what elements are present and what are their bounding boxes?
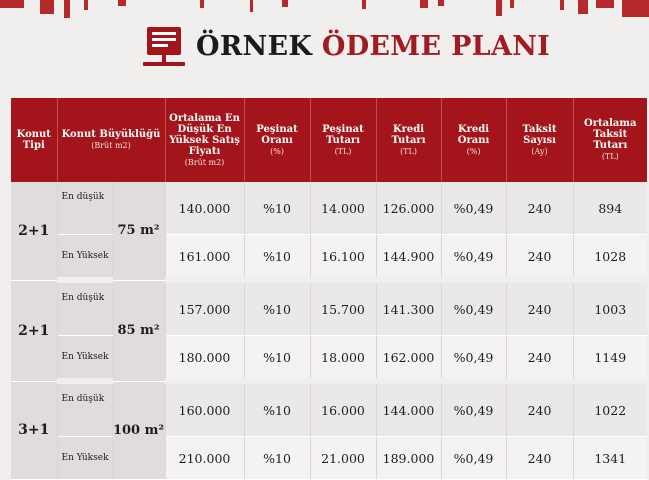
cell-taksit-sayisi: 240 [506,235,573,281]
cell-kredi-tutari: 162.000 [376,336,441,382]
cell-taksit-tutari: 1003 [573,280,647,336]
table-row [11,235,647,281]
cell-row-label: En Yüksek [57,437,112,480]
cell-taksit-sayisi: 240 [506,336,573,382]
header-konut-tipi: Konut Tipi [11,98,57,182]
cell-taksit-sayisi: 240 [506,437,573,480]
cell-pesinat-tutari: 16.000 [310,381,376,437]
cell-satis-fiyati: 157.000 [165,280,244,336]
cell-konut-tipi: 2+1 [11,182,57,280]
header-pesinat-orani: Peşinat Oranı (%) [244,98,310,182]
cell-taksit-tutari: 894 [573,182,647,235]
cell-kredi-orani: %0,49 [441,235,506,281]
cell-row-label: En düşük [57,182,112,235]
cell-pesinat-orani: %10 [244,437,310,480]
cell-kredi-tutari: 141.300 [376,280,441,336]
cell-satis-fiyati: 161.000 [165,235,244,281]
page-title [196,30,550,64]
table-header-row [11,98,647,182]
header-kredi-tutari: Kredi Tutarı (TL) [376,98,441,182]
table-row [11,336,647,382]
cell-konut-buyuklugu: 75 m² [112,182,165,280]
cell-taksit-sayisi: 240 [506,182,573,235]
cell-pesinat-orani: %10 [244,182,310,235]
skyline-decoration [0,0,649,20]
cell-kredi-tutari: 144.000 [376,381,441,437]
cell-satis-fiyati: 160.000 [165,381,244,437]
cell-kredi-orani: %0,49 [441,381,506,437]
payment-plan-table [11,98,647,480]
cell-taksit-tutari: 1341 [573,437,647,480]
cell-pesinat-tutari: 15.700 [310,280,376,336]
cell-pesinat-orani: %10 [244,381,310,437]
cell-row-label: En düşük [57,280,112,336]
header-kredi-orani: Kredi Oranı (%) [441,98,506,182]
cell-konut-buyuklugu: 100 m² [112,381,165,480]
header-satis-fiyati: Ortalama En Düşük En Yüksek Satış Fiyatı (Brüt m2) [165,98,244,182]
cell-konut-buyuklugu: 85 m² [112,280,165,381]
title-part-2: ÖDEME PLANI [321,31,551,62]
cell-satis-fiyati: 210.000 [165,437,244,480]
cell-taksit-tutari: 1149 [573,336,647,382]
table-row [11,280,647,336]
cell-taksit-sayisi: 240 [506,280,573,336]
header-taksit-tutari: Ortalama Taksit Tutarı (TL) [573,98,647,182]
table-row [11,381,647,437]
cell-kredi-tutari: 144.900 [376,235,441,281]
cell-pesinat-tutari: 18.000 [310,336,376,382]
cell-pesinat-orani: %10 [244,336,310,382]
title-part-1: ÖRNEK [196,31,313,62]
cell-konut-tipi: 2+1 [11,280,57,381]
cell-taksit-tutari: 1028 [573,235,647,281]
cell-konut-tipi: 3+1 [11,381,57,480]
cell-pesinat-tutari: 16.100 [310,235,376,281]
header-taksit-sayisi: Taksit Sayısı (Ay) [506,98,573,182]
cell-taksit-tutari: 1022 [573,381,647,437]
cell-pesinat-orani: %10 [244,280,310,336]
cell-kredi-tutari: 126.000 [376,182,441,235]
cell-kredi-orani: %0,49 [441,280,506,336]
table-row [11,182,647,235]
table-row [11,437,647,480]
cell-row-label: En düşük [57,381,112,437]
cell-satis-fiyati: 140.000 [165,182,244,235]
cell-row-label: En Yüksek [57,336,112,382]
cell-pesinat-tutari: 21.000 [310,437,376,480]
cell-pesinat-orani: %10 [244,235,310,281]
cell-kredi-tutari: 189.000 [376,437,441,480]
cell-kredi-orani: %0,49 [441,437,506,480]
title-row [0,22,649,78]
cell-satis-fiyati: 180.000 [165,336,244,382]
cell-row-label: En Yüksek [57,235,112,281]
cell-pesinat-tutari: 14.000 [310,182,376,235]
cell-kredi-orani: %0,49 [441,336,506,382]
cell-kredi-orani: %0,49 [441,182,506,235]
presentation-board-icon [141,25,187,71]
header-pesinat-tutari: Peşinat Tutarı (TL) [310,98,376,182]
cell-taksit-sayisi: 240 [506,381,573,437]
header-konut-buyuklugu: Konut Büyüklüğü (Brüt m2) [57,98,165,182]
